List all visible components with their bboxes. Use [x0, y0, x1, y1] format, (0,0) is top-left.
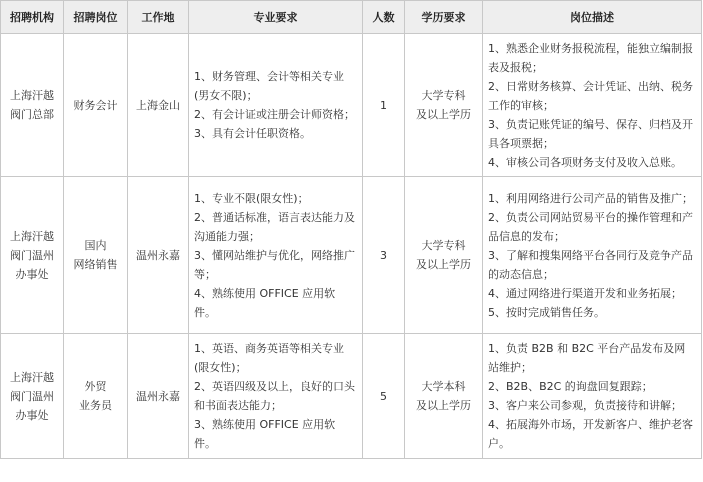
- requirement-item: 2、英语四级及以上，良好的口头和书面表达能力；: [194, 380, 355, 412]
- position-cell: [64, 177, 128, 334]
- requirement-item: 1、英语、商务英语等相关专业(限女性)；: [194, 342, 344, 374]
- description-item: 1、利用网络进行公司产品的销售及推广；: [488, 191, 693, 205]
- location-cell: 温州永嘉: [128, 334, 189, 459]
- description-item: 5、按时完成销售任务。: [488, 305, 605, 319]
- description-item: 4、通过网络进行渠道开发和业务拓展；: [488, 286, 682, 300]
- description-item: 1、熟悉企业财务报税流程，能独立编制报表及报税；: [488, 41, 693, 74]
- requirement-item: 3、具有会计任职资格。: [194, 127, 311, 140]
- description-item: 3、客户来公司参观，负责接待和讲解；: [488, 399, 682, 412]
- header-row: [1, 1, 702, 34]
- description-item: 2、B2B、B2C 的询盘回复跟踪；: [488, 380, 653, 393]
- position-line: 财务会计: [73, 98, 118, 112]
- requirements-cell: [189, 177, 363, 334]
- education-cell: [405, 34, 483, 177]
- requirement-item: 4、熟练使用 OFFICE 应用软件。: [194, 286, 336, 319]
- header-count: 人数: [363, 1, 405, 34]
- requirement-item: 1、专业不限(限女性)；: [194, 191, 309, 205]
- org-line: 阀门温州: [10, 248, 54, 262]
- header-org: 招聘机构: [1, 1, 64, 34]
- org-line: 办事处: [15, 267, 49, 281]
- requirements-cell: [189, 334, 363, 459]
- header-description: 岗位描述: [483, 1, 702, 34]
- org-line: 阀门总部: [10, 108, 54, 121]
- count-cell: 3: [363, 177, 405, 334]
- description-item: 3、负责记账凭证的编号、保存、归档及开具各项票据；: [488, 117, 693, 150]
- education-line: 及以上学历: [416, 108, 471, 121]
- org-cell: [1, 177, 64, 334]
- education-line: 大学本科: [421, 380, 466, 393]
- education-line: 大学专科: [421, 89, 466, 102]
- location-cell: 上海金山: [128, 34, 189, 177]
- org-line: 阀门温州: [10, 389, 54, 403]
- position-line: 业务员: [79, 399, 112, 412]
- requirements-cell: [189, 34, 363, 177]
- requirement-item: 3、熟练使用 OFFICE 应用软件。: [194, 418, 336, 450]
- education-line: 大学专科: [421, 239, 466, 252]
- org-line: 上海汗越: [10, 370, 54, 384]
- description-item: 2、日常财务核算、会计凭证、出纳、税务工作的审核；: [488, 79, 693, 112]
- education-line: 及以上学历: [416, 399, 471, 412]
- count-cell: 1: [363, 34, 405, 177]
- requirement-item: 3、懂网站维护与优化，网络推广等；: [194, 248, 355, 281]
- requirement-item: 2、普通话标准，语言表达能力及沟通能力强；: [194, 210, 355, 243]
- org-cell: [1, 334, 64, 459]
- education-cell: [405, 177, 483, 334]
- position-line: 外贸: [84, 380, 107, 393]
- position-line: 网络销售: [73, 258, 118, 271]
- position-cell: [64, 334, 128, 459]
- description-item: 4、拓展海外市场，开发新客户、维护老客户。: [488, 418, 693, 450]
- count-cell: 5: [363, 334, 405, 459]
- position-line: 国内: [84, 239, 107, 252]
- header-requirements: 专业要求: [189, 1, 363, 34]
- header-position: 招聘岗位: [64, 1, 128, 34]
- table-row: [1, 334, 702, 459]
- description-item: 1、负责 B2B 和 B2C 平台产品发布及网站维护；: [488, 342, 686, 374]
- org-line: 上海汗越: [10, 229, 54, 243]
- org-line: 上海汗越: [10, 89, 54, 102]
- education-cell: [405, 334, 483, 459]
- position-cell: [64, 34, 128, 177]
- org-cell: [1, 34, 64, 177]
- education-line: 及以上学历: [416, 258, 471, 271]
- requirement-item: 1、财务管理、会计等相关专业(男女不限)；: [194, 70, 344, 102]
- header-education: 学历要求: [405, 1, 483, 34]
- requirement-item: 2、有会计证或注册会计师资格；: [194, 108, 355, 121]
- header-location: 工作地: [128, 1, 189, 34]
- description-cell: [483, 177, 702, 334]
- location-cell: 温州永嘉: [128, 177, 189, 334]
- description-item: 4、审核公司各项财务支付及收入总账。: [488, 155, 682, 169]
- org-line: 办事处: [15, 408, 49, 422]
- description-item: 3、了解和搜集网络平台各同行及竞争产品的动态信息；: [488, 248, 693, 281]
- description-cell: [483, 334, 702, 459]
- description-cell: [483, 34, 702, 177]
- description-item: 2、负责公司网站贸易平台的操作管理和产品信息的发布；: [488, 210, 693, 243]
- table-row: [1, 177, 702, 334]
- table-row: [1, 34, 702, 177]
